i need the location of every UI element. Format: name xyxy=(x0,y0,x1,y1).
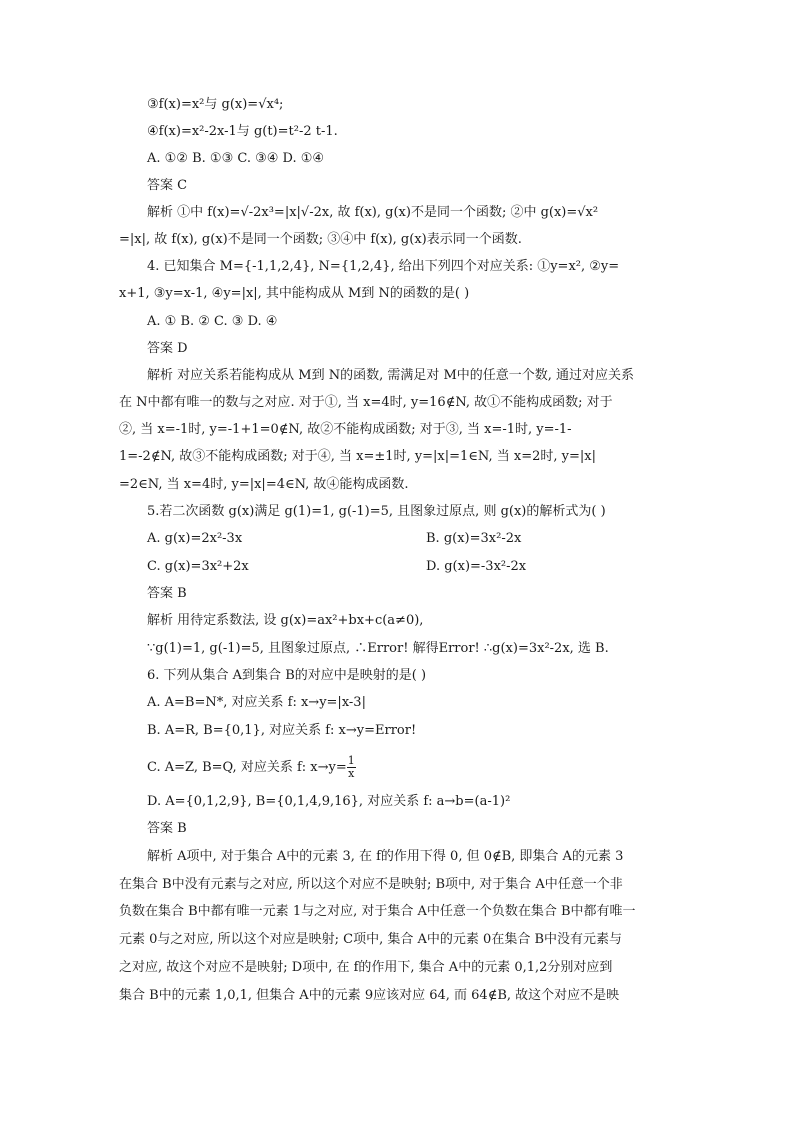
analysis-line-q4-2: 在 N中都有唯一的数与之对应. 对于①, 当 x=4时, y=16∉N, 故①不能构成函数; 对于 xyxy=(119,395,613,410)
option-d-q5: D. g(x)=-3x²-2x xyxy=(426,559,527,574)
option-b-q5: B. g(x)=3x²-2x xyxy=(426,531,522,546)
option-a-q5: A. g(x)=2x²-3x xyxy=(147,531,243,546)
analysis-line-q4-4: 1=-2∉N, 故③不能构成函数; 对于④, 当 x=±1时, y=|x|=1∈N, 当 x=2时, y=|x| xyxy=(119,449,596,464)
analysis-line-q6-3: 负数在集合 B中都有唯一元素 1与之对应, 对于集合 A中任意一个负数在集合 B中都有唯一 xyxy=(119,904,636,919)
question-6-line: 6. 下列从集合 A到集合 B的对应中是映射的是( ) xyxy=(147,668,427,683)
text-line-2: ④f(x)=x²-2x-1与 g(t)=t²-2 t-1. xyxy=(147,124,338,139)
answer-line-q5: 答案 B xyxy=(147,586,187,601)
analysis-line-q6-4: 元素 0与之对应, 所以这个对应是映射; C项中, 集合 A中的元素 0在集合 B中没有元素与 xyxy=(119,932,623,947)
analysis-line-q3-1: 解析 ①中 f(x)=√-2x³=|x|√-2x, 故 f(x), g(x)不是同一个函数; ②中 g(x)=√x² xyxy=(147,205,599,220)
analysis-line-q4-3: ②, 当 x=-1时, y=-1+1=0∉N, 故②不能构成函数; 对于③, 当 x=-1时, y=-1- xyxy=(119,422,572,437)
question-4-line-2: x+1, ③y=x-1, ④y=|x|, 其中能构成从 M到 N的函数的是( ) xyxy=(119,286,470,301)
text-line-1: ③f(x)=x²与 g(x)=√x⁴; xyxy=(147,97,284,112)
option-a-q6: A. A=B=N*, 对应关系 f: x→y=|x-3| xyxy=(147,695,366,710)
option-c-q6-prefix: C. A=Z, B=Q, 对应关系 f: x→y= xyxy=(147,760,347,775)
analysis-line-q6-5: 之对应, 故这个对应不是映射; D项中, 在 f的作用下, 集合 A中的元素 0,1,2分别对应到 xyxy=(119,960,613,975)
answer-line-q6: 答案 B xyxy=(147,821,187,836)
analysis-line-q6-2: 在集合 B中没有元素与之对应, 所以这个对应不是映射; B项中, 对于集合 A中任意一个非 xyxy=(119,877,623,892)
answer-line-q4: 答案 D xyxy=(147,341,188,356)
analysis-line-q4-1: 解析 对应关系若能构成从 M到 N的函数, 需满足对 M中的任意一个数, 通过对应关系 xyxy=(147,368,635,383)
analysis-line-q3-2: =|x|, 故 f(x), g(x)不是同一个函数; ③④中 f(x), g(x)表示同一个函数. xyxy=(119,232,522,247)
analysis-line-q4-5: =2∈N, 当 x=4时, y=|x|=4∈N, 故④能构成函数. xyxy=(119,477,409,492)
option-c-q5: C. g(x)=3x²+2x xyxy=(147,559,249,574)
analysis-line-q6-1: 解析 A项中, 对于集合 A中的元素 3, 在 f的作用下得 0, 但 0∉B, 即集合 A的元素 3 xyxy=(147,849,624,864)
analysis-line-q5-1: 解析 用待定系数法, 设 g(x)=ax²+bx+c(a≠0), xyxy=(147,613,424,628)
option-c-q6 xyxy=(147,755,356,780)
option-d-q6: D. A={0,1,2,9}, B={0,1,4,9,16}, 对应关系 f: a→b=(a-1)² xyxy=(147,794,511,809)
analysis-line-q5-2: ∵g(1)=1, g(-1)=5, 且图象过原点, ∴Error! 解得Error! ∴g(x)=3x²-2x, 选 B. xyxy=(147,641,609,656)
fraction xyxy=(347,755,356,780)
question-5-line: 5.若二次函数 g(x)满足 g(1)=1, g(-1)=5, 且图象过原点, 则 g(x)的解析式为( ) xyxy=(147,504,606,519)
question-4-line-1: 4. 已知集合 M={-1,1,2,4}, N={1,2,4}, 给出下列四个对应关系: ①y=x², ②y= xyxy=(147,259,620,274)
answer-line-q3: 答案 C xyxy=(147,178,188,193)
fraction-denominator: x xyxy=(348,767,355,780)
options-line-q4: A. ① B. ② C. ③ D. ④ xyxy=(147,314,278,329)
option-b-q6: B. A=R, B={0,1}, 对应关系 f: x→y=Error! xyxy=(147,723,417,738)
options-line-q3: A. ①② B. ①③ C. ③④ D. ①④ xyxy=(147,151,325,166)
fraction-numerator: 1 xyxy=(347,754,355,767)
analysis-line-q6-6: 集合 B中的元素 1,0,1, 但集合 A中的元素 9应该对应 64, 而 64∉B, 故这个对应不是映 xyxy=(119,988,620,1003)
